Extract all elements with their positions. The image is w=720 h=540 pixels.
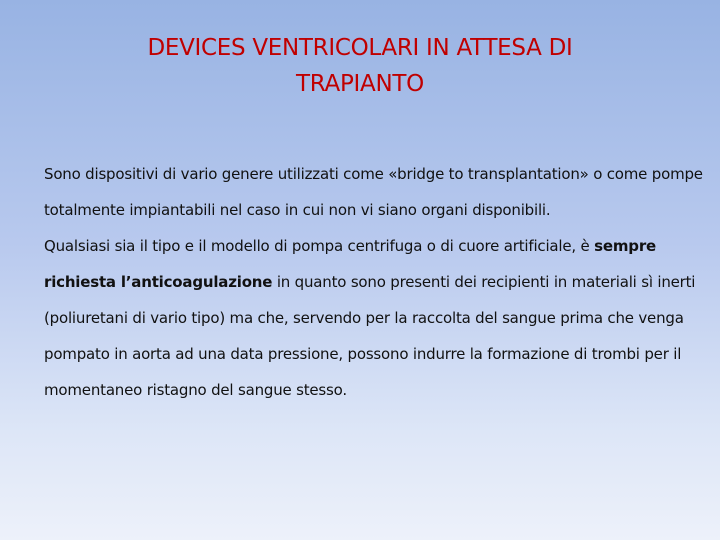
- slide-body: [44, 156, 704, 408]
- paragraph-2-bold-text: sempre richiesta l’anticoagulazione: [44, 237, 656, 291]
- title-line-2: TRAPIANTO: [296, 71, 424, 97]
- paragraph-2: [44, 228, 704, 408]
- paragraph-1: Sono dispositivi di vario genere utilizzati come «bridge to transplantation» o come pompe totalmente impiantabili nel caso in cui non vi siano organi disponibili.: [44, 165, 703, 219]
- paragraph-2-text-start: Qualsiasi sia il tipo e il modello di pompa centrifuga o di cuore artificiale, è: [44, 237, 595, 255]
- paragraph-2-text-end: in quanto sono presenti dei recipienti in materiali sì inerti (poliuretani di vario tipo) ma che, servendo per la raccolta del sangue prima che venga pompato in aorta ad una data pressione, possono indurre la formazione di trombi per il momentaneo ristagno del sangue stesso.: [44, 273, 696, 399]
- slide-title: [90, 30, 630, 102]
- title-line-1: DEVICES VENTRICOLARI IN ATTESA DI: [147, 35, 573, 61]
